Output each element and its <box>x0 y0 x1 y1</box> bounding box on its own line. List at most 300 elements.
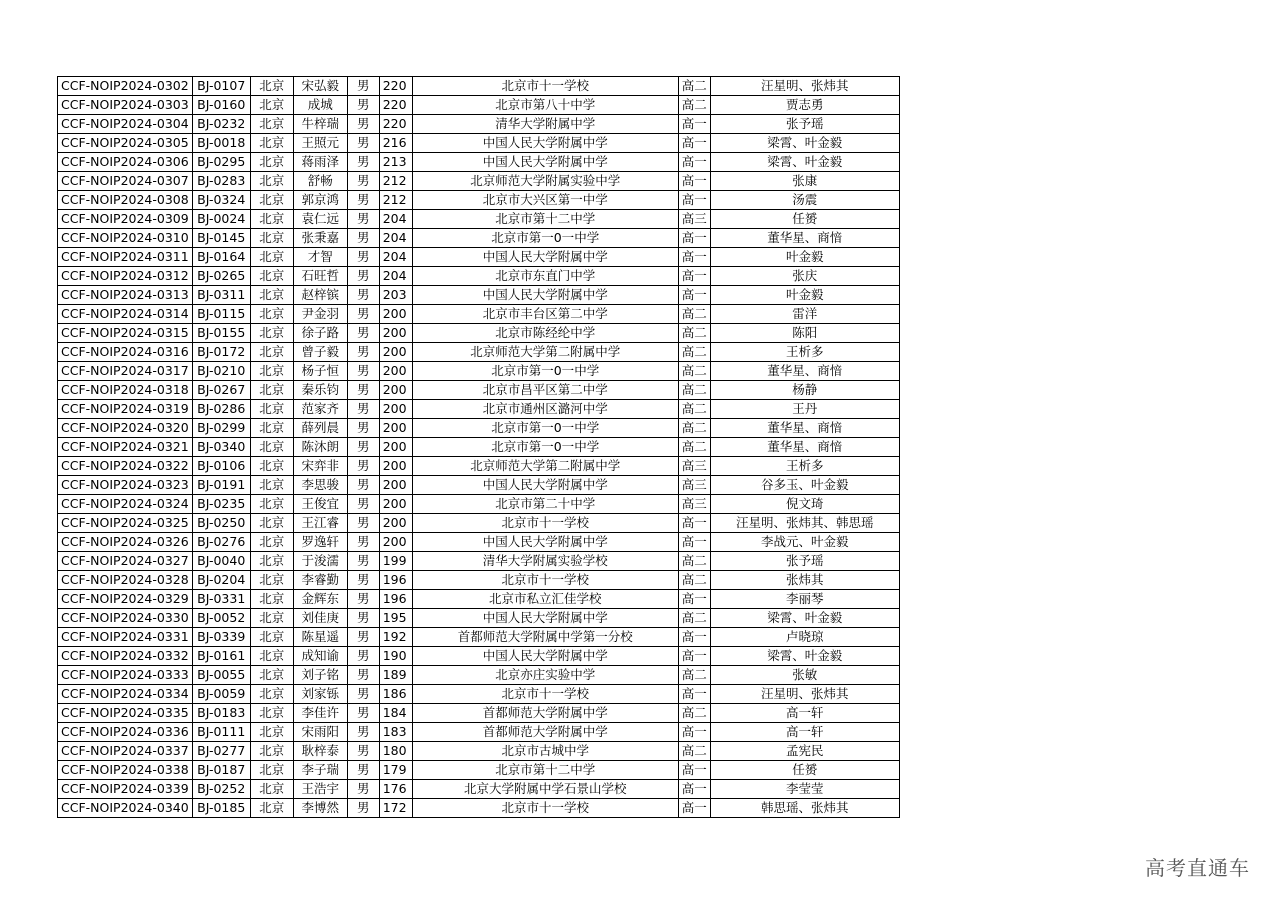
cell-school: 北京市第十二中学 <box>412 761 678 780</box>
cell-grade: 高一 <box>678 647 710 666</box>
table-row <box>58 210 900 229</box>
table-row <box>58 324 900 343</box>
table-row <box>58 742 900 761</box>
cell-score: 172 <box>379 799 412 818</box>
cell-coach: 汪星明、张炜其 <box>710 685 899 704</box>
cell-score: 216 <box>379 134 412 153</box>
cell-gender: 男 <box>347 476 379 495</box>
cell-coach: 高一轩 <box>710 704 899 723</box>
cell-grade: 高二 <box>678 666 710 685</box>
cell-coach: 董华星、商愔 <box>710 229 899 248</box>
table-row <box>58 514 900 533</box>
table-row <box>58 780 900 799</box>
cell-coach: 梁霄、叶金毅 <box>710 134 899 153</box>
table-row <box>58 362 900 381</box>
cell-score: 204 <box>379 248 412 267</box>
cell-grade: 高一 <box>678 172 710 191</box>
cell-school: 北京市古城中学 <box>412 742 678 761</box>
cell-gender: 男 <box>347 647 379 666</box>
cell-name: 赵梓镔 <box>293 286 347 305</box>
table-row <box>58 286 900 305</box>
cell-gender: 男 <box>347 210 379 229</box>
cell-name: 郭京鸿 <box>293 191 347 210</box>
cell-id: CCF-NOIP2024-0328 <box>58 571 193 590</box>
cell-province: 北京 <box>250 647 293 666</box>
cell-id: CCF-NOIP2024-0313 <box>58 286 193 305</box>
cell-school: 中国人民大学附属中学 <box>412 476 678 495</box>
cell-grade: 高一 <box>678 248 710 267</box>
cell-grade: 高二 <box>678 609 710 628</box>
cell-id: CCF-NOIP2024-0319 <box>58 400 193 419</box>
cell-school: 清华大学附属实验学校 <box>412 552 678 571</box>
cell-school: 中国人民大学附属中学 <box>412 286 678 305</box>
cell-province: 北京 <box>250 552 293 571</box>
cell-school: 北京市私立汇佳学校 <box>412 590 678 609</box>
cell-gender: 男 <box>347 153 379 172</box>
table-row <box>58 723 900 742</box>
cell-score: 200 <box>379 362 412 381</box>
table-row <box>58 628 900 647</box>
cell-id: CCF-NOIP2024-0333 <box>58 666 193 685</box>
cell-id: CCF-NOIP2024-0322 <box>58 457 193 476</box>
cell-province: 北京 <box>250 400 293 419</box>
cell-score: 200 <box>379 476 412 495</box>
cell-name: 王照元 <box>293 134 347 153</box>
cell-grade: 高二 <box>678 324 710 343</box>
cell-province: 北京 <box>250 172 293 191</box>
cell-grade: 高二 <box>678 704 710 723</box>
cell-id: CCF-NOIP2024-0339 <box>58 780 193 799</box>
cell-name: 李子瑞 <box>293 761 347 780</box>
cell-id: CCF-NOIP2024-0325 <box>58 514 193 533</box>
cell-score: 200 <box>379 305 412 324</box>
cell-province: 北京 <box>250 780 293 799</box>
table-row <box>58 571 900 590</box>
cell-name: 王俊宜 <box>293 495 347 514</box>
cell-score: 220 <box>379 115 412 134</box>
cell-id: CCF-NOIP2024-0312 <box>58 267 193 286</box>
cell-code: BJ-0018 <box>192 134 250 153</box>
cell-gender: 男 <box>347 799 379 818</box>
cell-gender: 男 <box>347 362 379 381</box>
cell-coach: 梁霄、叶金毅 <box>710 647 899 666</box>
cell-school: 北京市昌平区第二中学 <box>412 381 678 400</box>
cell-id: CCF-NOIP2024-0332 <box>58 647 193 666</box>
cell-id: CCF-NOIP2024-0317 <box>58 362 193 381</box>
cell-grade: 高一 <box>678 514 710 533</box>
cell-id: CCF-NOIP2024-0305 <box>58 134 193 153</box>
cell-coach: 雷洋 <box>710 305 899 324</box>
table-row <box>58 438 900 457</box>
cell-name: 李博然 <box>293 799 347 818</box>
cell-gender: 男 <box>347 457 379 476</box>
cell-school: 中国人民大学附属中学 <box>412 134 678 153</box>
table-row <box>58 381 900 400</box>
cell-code: BJ-0059 <box>192 685 250 704</box>
cell-id: CCF-NOIP2024-0327 <box>58 552 193 571</box>
cell-province: 北京 <box>250 229 293 248</box>
table-row <box>58 172 900 191</box>
cell-grade: 高一 <box>678 134 710 153</box>
cell-name: 宋弈非 <box>293 457 347 476</box>
cell-school: 中国人民大学附属中学 <box>412 248 678 267</box>
cell-grade: 高二 <box>678 419 710 438</box>
cell-score: 220 <box>379 77 412 96</box>
cell-code: BJ-0331 <box>192 590 250 609</box>
cell-gender: 男 <box>347 400 379 419</box>
cell-province: 北京 <box>250 457 293 476</box>
cell-id: CCF-NOIP2024-0311 <box>58 248 193 267</box>
cell-code: BJ-0115 <box>192 305 250 324</box>
cell-province: 北京 <box>250 742 293 761</box>
cell-coach: 李莹莹 <box>710 780 899 799</box>
cell-name: 才智 <box>293 248 347 267</box>
cell-school: 首都师范大学附属中学第一分校 <box>412 628 678 647</box>
cell-coach: 张予瑶 <box>710 115 899 134</box>
cell-grade: 高一 <box>678 685 710 704</box>
cell-gender: 男 <box>347 229 379 248</box>
cell-score: 196 <box>379 590 412 609</box>
cell-name: 杨子恒 <box>293 362 347 381</box>
cell-coach: 叶金毅 <box>710 286 899 305</box>
cell-province: 北京 <box>250 723 293 742</box>
table-row <box>58 761 900 780</box>
cell-code: BJ-0191 <box>192 476 250 495</box>
cell-score: 204 <box>379 267 412 286</box>
cell-code: BJ-0276 <box>192 533 250 552</box>
cell-grade: 高一 <box>678 115 710 134</box>
cell-province: 北京 <box>250 191 293 210</box>
cell-code: BJ-0185 <box>192 799 250 818</box>
cell-name: 尹金羽 <box>293 305 347 324</box>
cell-id: CCF-NOIP2024-0331 <box>58 628 193 647</box>
cell-gender: 男 <box>347 134 379 153</box>
cell-score: 199 <box>379 552 412 571</box>
cell-coach: 高一轩 <box>710 723 899 742</box>
table-row <box>58 704 900 723</box>
cell-province: 北京 <box>250 666 293 685</box>
cell-id: CCF-NOIP2024-0307 <box>58 172 193 191</box>
cell-grade: 高一 <box>678 229 710 248</box>
cell-score: 200 <box>379 495 412 514</box>
cell-code: BJ-0204 <box>192 571 250 590</box>
cell-province: 北京 <box>250 590 293 609</box>
cell-score: 213 <box>379 153 412 172</box>
table-row <box>58 457 900 476</box>
cell-code: BJ-0055 <box>192 666 250 685</box>
cell-province: 北京 <box>250 267 293 286</box>
cell-coach: 李丽琴 <box>710 590 899 609</box>
cell-coach: 贾志勇 <box>710 96 899 115</box>
cell-school: 北京市陈经纶中学 <box>412 324 678 343</box>
cell-score: 203 <box>379 286 412 305</box>
cell-code: BJ-0024 <box>192 210 250 229</box>
table-row <box>58 153 900 172</box>
cell-gender: 男 <box>347 780 379 799</box>
cell-code: BJ-0210 <box>192 362 250 381</box>
cell-school: 北京市大兴区第一中学 <box>412 191 678 210</box>
cell-name: 曾子毅 <box>293 343 347 362</box>
table-row <box>58 305 900 324</box>
cell-code: BJ-0052 <box>192 609 250 628</box>
cell-gender: 男 <box>347 742 379 761</box>
cell-school: 清华大学附属中学 <box>412 115 678 134</box>
cell-score: 189 <box>379 666 412 685</box>
cell-province: 北京 <box>250 799 293 818</box>
table-row <box>58 685 900 704</box>
cell-school: 中国人民大学附属中学 <box>412 609 678 628</box>
cell-code: BJ-0107 <box>192 77 250 96</box>
cell-province: 北京 <box>250 704 293 723</box>
cell-id: CCF-NOIP2024-0329 <box>58 590 193 609</box>
cell-school: 北京师范大学附属实验中学 <box>412 172 678 191</box>
cell-id: CCF-NOIP2024-0338 <box>58 761 193 780</box>
cell-score: 200 <box>379 438 412 457</box>
cell-school: 首都师范大学附属中学 <box>412 723 678 742</box>
cell-name: 陈沐朗 <box>293 438 347 457</box>
cell-name: 王浩宇 <box>293 780 347 799</box>
cell-grade: 高一 <box>678 723 710 742</box>
cell-code: BJ-0164 <box>192 248 250 267</box>
cell-gender: 男 <box>347 324 379 343</box>
cell-gender: 男 <box>347 305 379 324</box>
cell-name: 袁仁远 <box>293 210 347 229</box>
cell-name: 李佳许 <box>293 704 347 723</box>
cell-province: 北京 <box>250 381 293 400</box>
cell-province: 北京 <box>250 571 293 590</box>
cell-coach: 王析多 <box>710 457 899 476</box>
table-row <box>58 666 900 685</box>
cell-score: 195 <box>379 609 412 628</box>
table-row <box>58 343 900 362</box>
cell-gender: 男 <box>347 628 379 647</box>
cell-coach: 孟宪民 <box>710 742 899 761</box>
cell-coach: 叶金毅 <box>710 248 899 267</box>
cell-name: 成知谕 <box>293 647 347 666</box>
cell-gender: 男 <box>347 77 379 96</box>
cell-code: BJ-0277 <box>192 742 250 761</box>
cell-score: 200 <box>379 457 412 476</box>
cell-school: 中国人民大学附属中学 <box>412 533 678 552</box>
cell-score: 192 <box>379 628 412 647</box>
table-row <box>58 400 900 419</box>
table-row <box>58 552 900 571</box>
cell-grade: 高一 <box>678 780 710 799</box>
cell-grade: 高三 <box>678 210 710 229</box>
cell-grade: 高一 <box>678 799 710 818</box>
cell-code: BJ-0106 <box>192 457 250 476</box>
cell-province: 北京 <box>250 343 293 362</box>
table-row <box>58 647 900 666</box>
cell-school: 北京市第一0一中学 <box>412 438 678 457</box>
cell-score: 200 <box>379 343 412 362</box>
cell-gender: 男 <box>347 533 379 552</box>
cell-code: BJ-0339 <box>192 628 250 647</box>
cell-coach: 卢晓琼 <box>710 628 899 647</box>
cell-school: 北京市第十二中学 <box>412 210 678 229</box>
cell-grade: 高一 <box>678 628 710 647</box>
cell-grade: 高二 <box>678 96 710 115</box>
cell-name: 陈星遥 <box>293 628 347 647</box>
table-body <box>58 77 900 818</box>
table-row <box>58 115 900 134</box>
cell-grade: 高三 <box>678 476 710 495</box>
cell-school: 中国人民大学附属中学 <box>412 153 678 172</box>
cell-grade: 高二 <box>678 400 710 419</box>
cell-id: CCF-NOIP2024-0316 <box>58 343 193 362</box>
cell-gender: 男 <box>347 590 379 609</box>
cell-grade: 高二 <box>678 381 710 400</box>
table-row <box>58 229 900 248</box>
cell-code: BJ-0161 <box>192 647 250 666</box>
cell-province: 北京 <box>250 419 293 438</box>
cell-code: BJ-0145 <box>192 229 250 248</box>
cell-coach: 张予瑶 <box>710 552 899 571</box>
table-row <box>58 191 900 210</box>
cell-id: CCF-NOIP2024-0330 <box>58 609 193 628</box>
cell-school: 北京师范大学第二附属中学 <box>412 457 678 476</box>
cell-grade: 高二 <box>678 343 710 362</box>
cell-name: 刘佳庚 <box>293 609 347 628</box>
cell-province: 北京 <box>250 685 293 704</box>
cell-grade: 高一 <box>678 590 710 609</box>
cell-score: 204 <box>379 210 412 229</box>
cell-grade: 高二 <box>678 77 710 96</box>
cell-name: 宋弘毅 <box>293 77 347 96</box>
cell-id: CCF-NOIP2024-0302 <box>58 77 193 96</box>
cell-name: 徐子路 <box>293 324 347 343</box>
cell-gender: 男 <box>347 343 379 362</box>
cell-id: CCF-NOIP2024-0337 <box>58 742 193 761</box>
table-row <box>58 267 900 286</box>
cell-name: 宋雨阳 <box>293 723 347 742</box>
cell-coach: 张庆 <box>710 267 899 286</box>
cell-province: 北京 <box>250 362 293 381</box>
cell-name: 金辉东 <box>293 590 347 609</box>
cell-school: 北京市第一0一中学 <box>412 229 678 248</box>
cell-grade: 高一 <box>678 533 710 552</box>
cell-school: 北京市第八十中学 <box>412 96 678 115</box>
cell-coach: 倪文琦 <box>710 495 899 514</box>
cell-school: 北京市第一0一中学 <box>412 419 678 438</box>
watermark-text: 高考直通车 <box>1145 856 1250 880</box>
cell-gender: 男 <box>347 666 379 685</box>
cell-score: 183 <box>379 723 412 742</box>
cell-code: BJ-0160 <box>192 96 250 115</box>
cell-coach: 韩思瑶、张炜其 <box>710 799 899 818</box>
table-row <box>58 77 900 96</box>
cell-score: 176 <box>379 780 412 799</box>
cell-code: BJ-0172 <box>192 343 250 362</box>
cell-code: BJ-0299 <box>192 419 250 438</box>
table-row <box>58 134 900 153</box>
cell-gender: 男 <box>347 172 379 191</box>
cell-name: 牛梓瑞 <box>293 115 347 134</box>
cell-school: 中国人民大学附属中学 <box>412 647 678 666</box>
cell-coach: 张炜其 <box>710 571 899 590</box>
cell-score: 179 <box>379 761 412 780</box>
cell-gender: 男 <box>347 514 379 533</box>
cell-school: 北京市十一学校 <box>412 685 678 704</box>
cell-name: 范家齐 <box>293 400 347 419</box>
cell-province: 北京 <box>250 153 293 172</box>
cell-code: BJ-0187 <box>192 761 250 780</box>
cell-coach: 任赟 <box>710 761 899 780</box>
cell-coach: 董华星、商愔 <box>710 362 899 381</box>
cell-score: 200 <box>379 533 412 552</box>
cell-province: 北京 <box>250 248 293 267</box>
cell-code: BJ-0265 <box>192 267 250 286</box>
cell-school: 北京市十一学校 <box>412 571 678 590</box>
cell-id: CCF-NOIP2024-0309 <box>58 210 193 229</box>
cell-province: 北京 <box>250 324 293 343</box>
cell-id: CCF-NOIP2024-0303 <box>58 96 193 115</box>
cell-school: 北京亦庄实验中学 <box>412 666 678 685</box>
cell-id: CCF-NOIP2024-0314 <box>58 305 193 324</box>
cell-school: 北京师范大学第二附属中学 <box>412 343 678 362</box>
cell-coach: 汪星明、张炜其、韩思瑶 <box>710 514 899 533</box>
cell-gender: 男 <box>347 381 379 400</box>
cell-school: 北京市丰台区第二中学 <box>412 305 678 324</box>
cell-coach: 张敏 <box>710 666 899 685</box>
cell-name: 王江睿 <box>293 514 347 533</box>
cell-code: BJ-0295 <box>192 153 250 172</box>
cell-school: 首都师范大学附属中学 <box>412 704 678 723</box>
cell-score: 200 <box>379 514 412 533</box>
cell-coach: 梁霄、叶金毅 <box>710 609 899 628</box>
cell-score: 200 <box>379 381 412 400</box>
cell-score: 200 <box>379 400 412 419</box>
cell-school: 北京市第一0一中学 <box>412 362 678 381</box>
cell-grade: 高二 <box>678 305 710 324</box>
cell-province: 北京 <box>250 514 293 533</box>
cell-name: 张秉嘉 <box>293 229 347 248</box>
cell-province: 北京 <box>250 628 293 647</box>
cell-grade: 高二 <box>678 362 710 381</box>
cell-gender: 男 <box>347 191 379 210</box>
cell-province: 北京 <box>250 96 293 115</box>
cell-id: CCF-NOIP2024-0323 <box>58 476 193 495</box>
cell-gender: 男 <box>347 96 379 115</box>
cell-code: BJ-0324 <box>192 191 250 210</box>
cell-code: BJ-0286 <box>192 400 250 419</box>
cell-coach: 王析多 <box>710 343 899 362</box>
cell-id: CCF-NOIP2024-0304 <box>58 115 193 134</box>
cell-province: 北京 <box>250 134 293 153</box>
cell-grade: 高一 <box>678 286 710 305</box>
table-row <box>58 590 900 609</box>
cell-gender: 男 <box>347 704 379 723</box>
cell-school: 北京市十一学校 <box>412 77 678 96</box>
cell-province: 北京 <box>250 115 293 134</box>
cell-gender: 男 <box>347 115 379 134</box>
cell-grade: 高一 <box>678 153 710 172</box>
cell-gender: 男 <box>347 609 379 628</box>
cell-coach: 陈阳 <box>710 324 899 343</box>
cell-code: BJ-0283 <box>192 172 250 191</box>
cell-province: 北京 <box>250 761 293 780</box>
cell-name: 薛列晨 <box>293 419 347 438</box>
table-row <box>58 419 900 438</box>
cell-gender: 男 <box>347 761 379 780</box>
cell-id: CCF-NOIP2024-0334 <box>58 685 193 704</box>
cell-province: 北京 <box>250 438 293 457</box>
cell-school: 北京市通州区潞河中学 <box>412 400 678 419</box>
cell-province: 北京 <box>250 77 293 96</box>
cell-school: 北京大学附属中学石景山学校 <box>412 780 678 799</box>
cell-coach: 谷多玉、叶金毅 <box>710 476 899 495</box>
cell-province: 北京 <box>250 609 293 628</box>
